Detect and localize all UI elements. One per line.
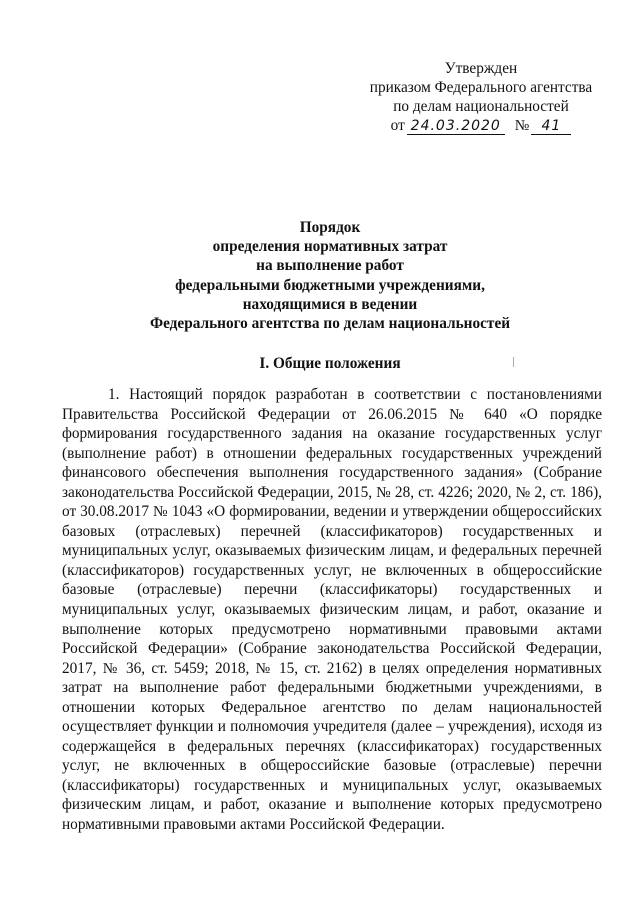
handwritten-number: 41 [531,119,571,135]
title-line: федеральными бюджетными учреждениями, [175,276,485,294]
title-line: на выполнение работ [256,257,404,275]
approval-line-approved: Утвержден [444,60,518,77]
section-heading: I. Общие положения [259,355,401,372]
approval-block [350,59,612,135]
number-label: № [514,117,530,134]
scan-mark [513,357,514,367]
date-prefix: от [390,117,405,134]
title-line: находящимися в ведении [242,295,418,313]
handwritten-date: 24.03.2020 [407,119,505,135]
title-line: определения нормативных затрат [212,238,448,256]
approval-line-agency: по делам национальностей [393,98,569,115]
paragraph: 1. Настоящий порядок разработан в соответствии с постановлениями Правительства Российской Федерации от 26.06.2015 № 640 «О порядке формирования государственного задания на оказание государственных услуг (выполнение работ) в отношении федеральных государственных учреждений финансового обеспечения выполнения государственного задания» (Собрание законодательства Российской Федерации, 2015, № 28, ст. 4226; 2020, № 2, ст. 186), от 30.08.2017 № 1043 «О формировании, ведении и утверждении общероссийских базовых (отраслевых) перечней (классификаторов) государственных и муниципальных услуг, оказываемых физическим лицам, и федеральных перечней (классификаторов) государственных услуг, не включенных в общероссийские базовые (отраслевые) перечни (классификаторы) государственных и муниципальных услуг, оказываемых физическим лицам, и работ, оказание и выполнение которых предусмотрено нормативными правовыми актами Российской Федерации» (Собрание законодательства Российской Федерации, 2017, № 36, ст. 5459; 2018, № 15, ст. 2162) в целях определения нормативных затрат на выполнение работ федеральными бюджетными учреждениями, в отношении которых Федеральное агентство по делам национальностей осуществляет функции и полномочия учредителя (далее – учреждения), исходя из содержащейся в федеральных перечнях (классификаторах) государственных услуг, не включенных в общероссийские базовые (отраслевые) перечни (классификаторы) государственных и муниципальных услуг, оказываемых физическим лицам, и работ, оказание и выполнение которых предусмотрено нормативными правовыми актами Российской Федерации. [62,386,602,834]
title-line: Порядок [299,219,361,236]
approval-line-order: приказом Федерального агентства [369,79,593,96]
document-body [62,385,602,835]
approval-date-number-line [350,116,612,135]
title-line: Федерального агентства по делам национальностей [149,315,511,333]
document-title [60,218,600,333]
